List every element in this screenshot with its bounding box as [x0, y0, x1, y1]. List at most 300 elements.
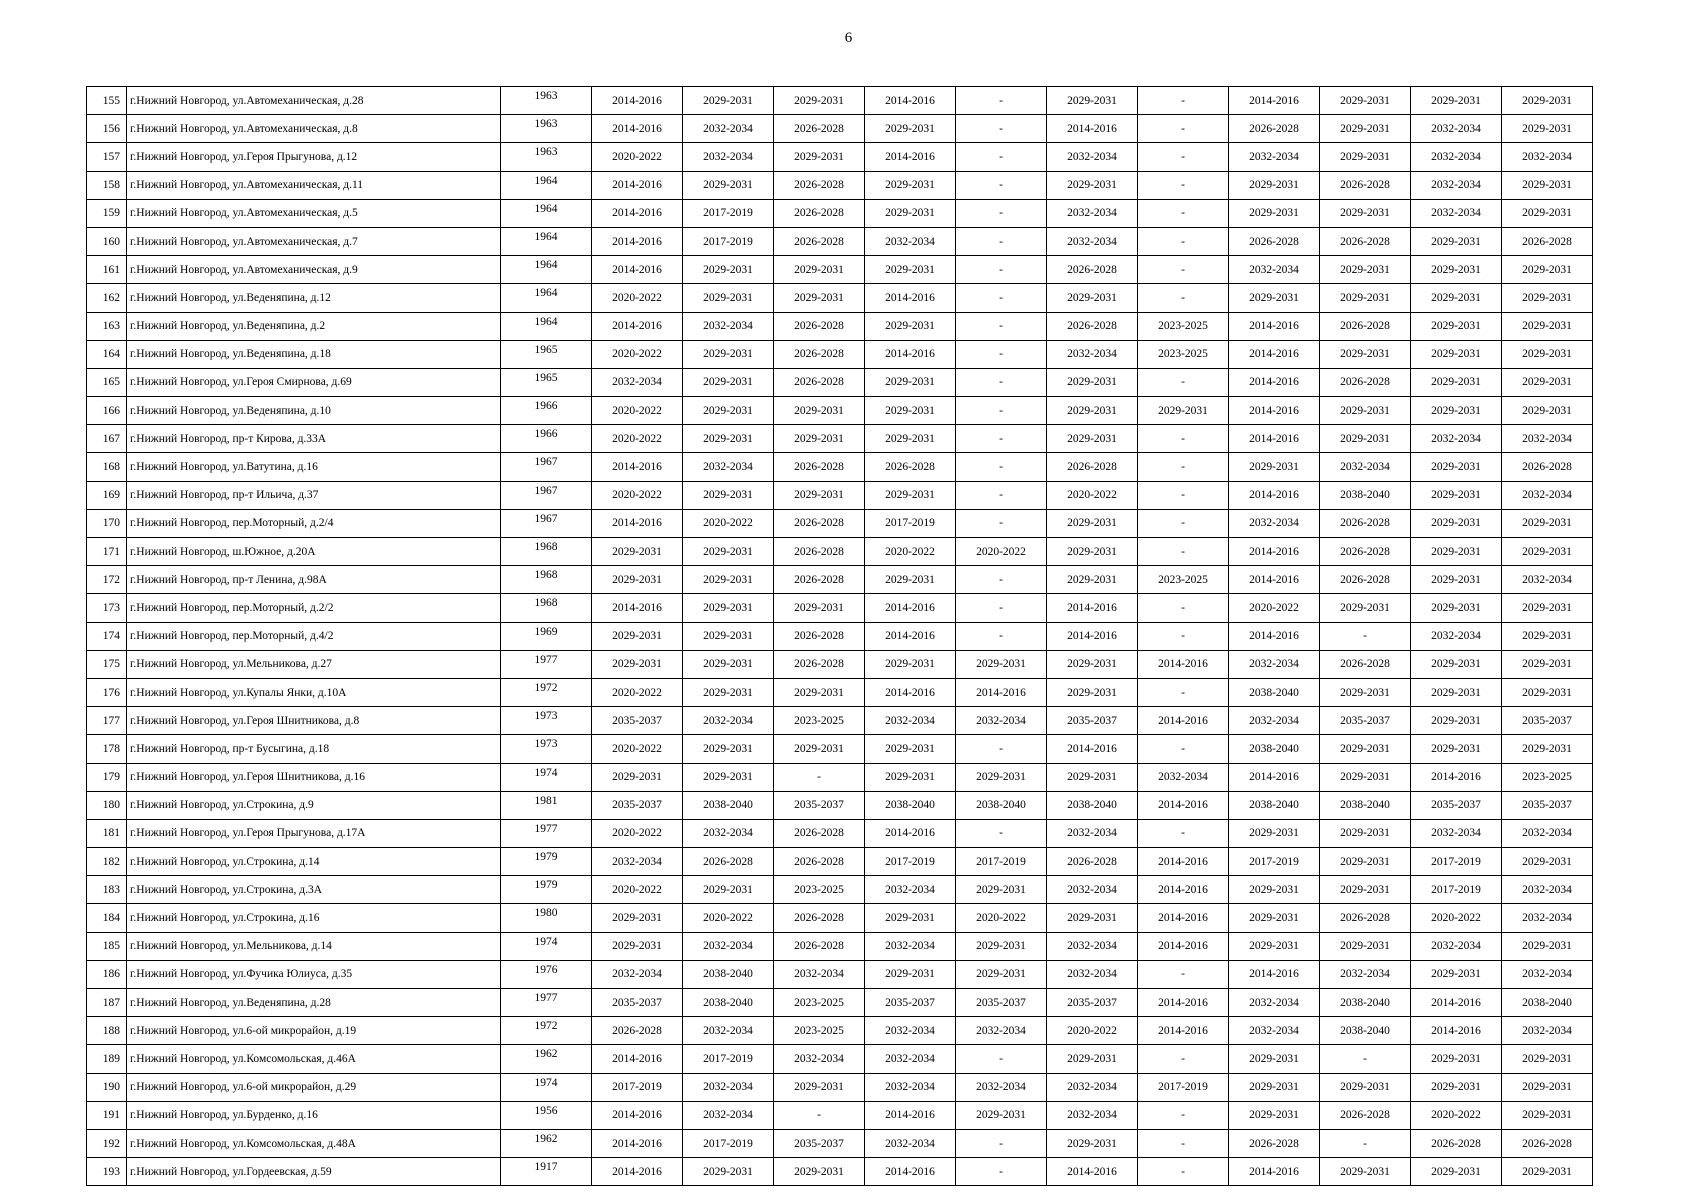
- period-cell: 2029-2031: [1411, 368, 1502, 396]
- address-cell: г.Нижний Новгород, ул.Автомеханическая, д.8: [127, 115, 501, 143]
- year-cell: 1967: [501, 481, 592, 509]
- table-row: [87, 735, 1593, 763]
- row-number-cell: 166: [87, 397, 127, 425]
- period-cell: 2029-2031: [774, 143, 865, 171]
- period-cell: 2029-2031: [1229, 1045, 1320, 1073]
- period-cell: -: [1138, 819, 1229, 847]
- period-cell: 2029-2031: [1320, 87, 1411, 115]
- year-cell: 1963: [501, 115, 592, 143]
- period-cell: 2029-2031: [1320, 256, 1411, 284]
- period-cell: 2017-2019: [592, 1073, 683, 1101]
- period-cell: 2026-2028: [774, 650, 865, 678]
- period-cell: 2029-2031: [592, 622, 683, 650]
- period-cell: 2026-2028: [1320, 509, 1411, 537]
- row-number-cell: 175: [87, 650, 127, 678]
- table-row: [87, 650, 1593, 678]
- row-number-cell: 164: [87, 340, 127, 368]
- period-cell: 2032-2034: [1047, 199, 1138, 227]
- table-row: [87, 763, 1593, 791]
- row-number-cell: 188: [87, 1017, 127, 1045]
- period-cell: 2029-2031: [774, 425, 865, 453]
- period-cell: 2029-2031: [1411, 227, 1502, 255]
- period-cell: 2029-2031: [865, 312, 956, 340]
- period-cell: 2026-2028: [774, 199, 865, 227]
- period-cell: 2029-2031: [956, 960, 1047, 988]
- period-cell: -: [1138, 622, 1229, 650]
- period-cell: 2014-2016: [1138, 932, 1229, 960]
- period-cell: 2032-2034: [774, 1045, 865, 1073]
- period-cell: 2029-2031: [1047, 566, 1138, 594]
- period-cell: 2026-2028: [683, 848, 774, 876]
- period-cell: 2014-2016: [1229, 481, 1320, 509]
- period-cell: 2029-2031: [1502, 284, 1593, 312]
- address-cell: г.Нижний Новгород, ул.Веденяпина, д.2: [127, 312, 501, 340]
- period-cell: 2035-2037: [774, 791, 865, 819]
- period-cell: 2026-2028: [774, 538, 865, 566]
- period-cell: 2020-2022: [592, 425, 683, 453]
- schedule-table: [86, 86, 1593, 1186]
- period-cell: -: [956, 622, 1047, 650]
- period-cell: 2032-2034: [683, 707, 774, 735]
- period-cell: 2032-2034: [865, 932, 956, 960]
- period-cell: 2032-2034: [956, 1073, 1047, 1101]
- year-cell: 1963: [501, 87, 592, 115]
- period-cell: 2014-2016: [865, 1158, 956, 1186]
- table-row: [87, 397, 1593, 425]
- period-cell: 2029-2031: [1502, 312, 1593, 340]
- period-cell: 2017-2019: [683, 1045, 774, 1073]
- table-row: [87, 425, 1593, 453]
- period-cell: 2014-2016: [1047, 622, 1138, 650]
- period-cell: 2023-2025: [774, 876, 865, 904]
- row-number-cell: 172: [87, 566, 127, 594]
- period-cell: 2017-2019: [865, 848, 956, 876]
- period-cell: 2029-2031: [1411, 678, 1502, 706]
- period-cell: 2026-2028: [1502, 227, 1593, 255]
- period-cell: 2035-2037: [1047, 989, 1138, 1017]
- period-cell: 2029-2031: [1411, 1073, 1502, 1101]
- period-cell: -: [956, 509, 1047, 537]
- row-number-cell: 161: [87, 256, 127, 284]
- period-cell: -: [956, 425, 1047, 453]
- period-cell: 2029-2031: [1411, 87, 1502, 115]
- period-cell: -: [956, 171, 1047, 199]
- period-cell: -: [956, 143, 1047, 171]
- period-cell: 2026-2028: [865, 453, 956, 481]
- period-cell: 2014-2016: [1229, 1158, 1320, 1186]
- period-cell: 2029-2031: [1138, 397, 1229, 425]
- table-row: [87, 678, 1593, 706]
- table-row: [87, 509, 1593, 537]
- period-cell: 2029-2031: [774, 256, 865, 284]
- period-cell: -: [1138, 538, 1229, 566]
- period-cell: 2029-2031: [1320, 594, 1411, 622]
- period-cell: 2029-2031: [1320, 819, 1411, 847]
- period-cell: -: [956, 397, 1047, 425]
- period-cell: 2029-2031: [1320, 143, 1411, 171]
- period-cell: -: [1138, 481, 1229, 509]
- table-row: [87, 848, 1593, 876]
- year-cell: 1964: [501, 312, 592, 340]
- period-cell: 2029-2031: [1047, 368, 1138, 396]
- period-cell: 2029-2031: [865, 425, 956, 453]
- period-cell: 2026-2028: [1320, 227, 1411, 255]
- period-cell: 2038-2040: [1320, 481, 1411, 509]
- period-cell: 2014-2016: [956, 678, 1047, 706]
- period-cell: -: [1138, 735, 1229, 763]
- period-cell: 2014-2016: [592, 1045, 683, 1073]
- period-cell: 2029-2031: [1411, 340, 1502, 368]
- period-cell: 2014-2016: [592, 227, 683, 255]
- period-cell: 2029-2031: [1411, 284, 1502, 312]
- period-cell: 2029-2031: [865, 256, 956, 284]
- period-cell: 2035-2037: [865, 989, 956, 1017]
- table-row: [87, 904, 1593, 932]
- period-cell: -: [956, 453, 1047, 481]
- period-cell: 2029-2031: [774, 594, 865, 622]
- period-cell: 2029-2031: [1411, 538, 1502, 566]
- period-cell: 2023-2025: [774, 989, 865, 1017]
- period-cell: 2032-2034: [865, 876, 956, 904]
- period-cell: 2032-2034: [1047, 143, 1138, 171]
- row-number-cell: 165: [87, 368, 127, 396]
- row-number-cell: 159: [87, 199, 127, 227]
- period-cell: 2029-2031: [1502, 1101, 1593, 1129]
- year-cell: 1956: [501, 1101, 592, 1129]
- period-cell: 2029-2031: [774, 678, 865, 706]
- period-cell: 2029-2031: [683, 425, 774, 453]
- period-cell: 2017-2019: [1229, 848, 1320, 876]
- period-cell: 2029-2031: [1047, 1045, 1138, 1073]
- period-cell: 2032-2034: [1047, 819, 1138, 847]
- period-cell: 2020-2022: [1047, 481, 1138, 509]
- period-cell: 2029-2031: [865, 960, 956, 988]
- period-cell: 2020-2022: [592, 143, 683, 171]
- period-cell: 2029-2031: [1320, 735, 1411, 763]
- period-cell: 2029-2031: [1047, 538, 1138, 566]
- year-cell: 1964: [501, 256, 592, 284]
- year-cell: 1968: [501, 594, 592, 622]
- period-cell: 2026-2028: [774, 622, 865, 650]
- period-cell: 2029-2031: [865, 650, 956, 678]
- period-cell: 2029-2031: [1229, 453, 1320, 481]
- row-number-cell: 191: [87, 1101, 127, 1129]
- period-cell: 2032-2034: [1229, 650, 1320, 678]
- year-cell: 1977: [501, 819, 592, 847]
- period-cell: 2032-2034: [683, 1101, 774, 1129]
- period-cell: 2029-2031: [1502, 509, 1593, 537]
- period-cell: 2029-2031: [1229, 284, 1320, 312]
- table-row: [87, 481, 1593, 509]
- period-cell: 2029-2031: [1047, 1129, 1138, 1157]
- row-number-cell: 160: [87, 227, 127, 255]
- period-cell: -: [956, 1129, 1047, 1157]
- period-cell: 2032-2034: [683, 312, 774, 340]
- period-cell: 2026-2028: [1320, 650, 1411, 678]
- period-cell: 2023-2025: [1138, 312, 1229, 340]
- period-cell: 2029-2031: [1320, 397, 1411, 425]
- table-body: [87, 87, 1593, 1186]
- year-cell: 1968: [501, 566, 592, 594]
- period-cell: 2014-2016: [1229, 538, 1320, 566]
- period-cell: 2032-2034: [1502, 819, 1593, 847]
- year-cell: 1974: [501, 932, 592, 960]
- period-cell: 2014-2016: [865, 284, 956, 312]
- address-cell: г.Нижний Новгород, ш.Южное, д.20А: [127, 538, 501, 566]
- period-cell: 2032-2034: [592, 960, 683, 988]
- period-cell: 2029-2031: [1320, 876, 1411, 904]
- table-row: [87, 199, 1593, 227]
- address-cell: г.Нижний Новгород, ул.Ватутина, д.16: [127, 453, 501, 481]
- table-row: [87, 256, 1593, 284]
- period-cell: 2032-2034: [1411, 819, 1502, 847]
- table-row: [87, 876, 1593, 904]
- period-cell: 2038-2040: [1047, 791, 1138, 819]
- period-cell: 2038-2040: [956, 791, 1047, 819]
- period-cell: 2035-2037: [592, 791, 683, 819]
- row-number-cell: 180: [87, 791, 127, 819]
- period-cell: 2032-2034: [1320, 453, 1411, 481]
- year-cell: 1967: [501, 509, 592, 537]
- period-cell: 2032-2034: [1411, 932, 1502, 960]
- period-cell: 2029-2031: [1411, 650, 1502, 678]
- year-cell: 1974: [501, 763, 592, 791]
- row-number-cell: 176: [87, 678, 127, 706]
- period-cell: 2032-2034: [1047, 932, 1138, 960]
- year-cell: 1964: [501, 199, 592, 227]
- row-number-cell: 163: [87, 312, 127, 340]
- period-cell: 2032-2034: [1411, 143, 1502, 171]
- period-cell: 2029-2031: [1229, 1101, 1320, 1129]
- period-cell: 2020-2022: [592, 340, 683, 368]
- period-cell: 2029-2031: [865, 115, 956, 143]
- period-cell: 2014-2016: [1229, 566, 1320, 594]
- period-cell: 2029-2031: [1047, 171, 1138, 199]
- row-number-cell: 178: [87, 735, 127, 763]
- period-cell: 2014-2016: [1138, 904, 1229, 932]
- row-number-cell: 168: [87, 453, 127, 481]
- period-cell: 2029-2031: [1320, 678, 1411, 706]
- period-cell: 2026-2028: [774, 932, 865, 960]
- year-cell: 1962: [501, 1129, 592, 1157]
- period-cell: 2032-2034: [956, 1017, 1047, 1045]
- period-cell: 2014-2016: [592, 1158, 683, 1186]
- period-cell: 2038-2040: [683, 989, 774, 1017]
- period-cell: 2017-2019: [683, 199, 774, 227]
- period-cell: 2014-2016: [1411, 1017, 1502, 1045]
- period-cell: 2029-2031: [1047, 650, 1138, 678]
- period-cell: -: [956, 1158, 1047, 1186]
- period-cell: 2020-2022: [592, 481, 683, 509]
- table-row: [87, 453, 1593, 481]
- period-cell: 2038-2040: [1502, 989, 1593, 1017]
- period-cell: 2032-2034: [1502, 481, 1593, 509]
- address-cell: г.Нижний Новгород, ул.Строкина, д.14: [127, 848, 501, 876]
- row-number-cell: 170: [87, 509, 127, 537]
- period-cell: 2014-2016: [1047, 594, 1138, 622]
- period-cell: 2026-2028: [774, 171, 865, 199]
- table-row: [87, 819, 1593, 847]
- period-cell: 2020-2022: [683, 904, 774, 932]
- period-cell: 2029-2031: [683, 538, 774, 566]
- period-cell: 2029-2031: [1411, 312, 1502, 340]
- period-cell: -: [956, 87, 1047, 115]
- period-cell: 2026-2028: [774, 115, 865, 143]
- period-cell: 2029-2031: [1047, 678, 1138, 706]
- period-cell: 2032-2034: [865, 1017, 956, 1045]
- period-cell: 2029-2031: [865, 904, 956, 932]
- year-cell: 1969: [501, 622, 592, 650]
- period-cell: 2029-2031: [683, 481, 774, 509]
- period-cell: 2029-2031: [592, 566, 683, 594]
- period-cell: 2029-2031: [774, 481, 865, 509]
- address-cell: г.Нижний Новгород, ул.Комсомольская, д.46А: [127, 1045, 501, 1073]
- period-cell: 2029-2031: [1502, 87, 1593, 115]
- period-cell: 2032-2034: [865, 1129, 956, 1157]
- period-cell: 2032-2034: [1047, 960, 1138, 988]
- period-cell: -: [956, 256, 1047, 284]
- address-cell: г.Нижний Новгород, ул.Героя Прыгунова, д.17А: [127, 819, 501, 847]
- address-cell: г.Нижний Новгород, пр-т Ильича, д.37: [127, 481, 501, 509]
- year-cell: 1968: [501, 538, 592, 566]
- period-cell: 2029-2031: [1502, 340, 1593, 368]
- period-cell: 2014-2016: [1138, 650, 1229, 678]
- period-cell: 2014-2016: [1047, 115, 1138, 143]
- address-cell: г.Нижний Новгород, ул.Веденяпина, д.28: [127, 989, 501, 1017]
- period-cell: 2014-2016: [865, 594, 956, 622]
- period-cell: 2029-2031: [683, 87, 774, 115]
- period-cell: 2014-2016: [1411, 763, 1502, 791]
- table-row: [87, 1129, 1593, 1157]
- period-cell: 2014-2016: [1138, 1017, 1229, 1045]
- period-cell: 2014-2016: [1229, 960, 1320, 988]
- period-cell: 2032-2034: [865, 227, 956, 255]
- period-cell: 2020-2022: [956, 904, 1047, 932]
- row-number-cell: 179: [87, 763, 127, 791]
- row-number-cell: 162: [87, 284, 127, 312]
- period-cell: -: [956, 340, 1047, 368]
- period-cell: 2026-2028: [1320, 368, 1411, 396]
- period-cell: 2020-2022: [592, 284, 683, 312]
- period-cell: 2023-2025: [1138, 340, 1229, 368]
- address-cell: г.Нижний Новгород, ул.Автомеханическая, д.5: [127, 199, 501, 227]
- period-cell: 2029-2031: [683, 566, 774, 594]
- address-cell: г.Нижний Новгород, пр-т Кирова, д.33А: [127, 425, 501, 453]
- period-cell: 2026-2028: [1320, 538, 1411, 566]
- period-cell: 2029-2031: [1229, 876, 1320, 904]
- period-cell: 2029-2031: [683, 368, 774, 396]
- period-cell: -: [1138, 256, 1229, 284]
- row-number-cell: 184: [87, 904, 127, 932]
- period-cell: 2014-2016: [592, 1129, 683, 1157]
- period-cell: 2014-2016: [1047, 1158, 1138, 1186]
- period-cell: 2026-2028: [1229, 1129, 1320, 1157]
- period-cell: 2014-2016: [865, 622, 956, 650]
- period-cell: 2032-2034: [683, 453, 774, 481]
- period-cell: -: [1138, 1129, 1229, 1157]
- period-cell: 2029-2031: [1411, 453, 1502, 481]
- address-cell: г.Нижний Новгород, ул.Мельникова, д.14: [127, 932, 501, 960]
- period-cell: 2029-2031: [683, 594, 774, 622]
- period-cell: 2026-2028: [1320, 566, 1411, 594]
- period-cell: 2020-2022: [683, 509, 774, 537]
- period-cell: 2032-2034: [1229, 256, 1320, 284]
- period-cell: -: [1138, 227, 1229, 255]
- address-cell: г.Нижний Новгород, ул.Строкина, д.3А: [127, 876, 501, 904]
- period-cell: 2029-2031: [1502, 848, 1593, 876]
- table-row: [87, 791, 1593, 819]
- period-cell: -: [956, 566, 1047, 594]
- period-cell: 2026-2028: [774, 227, 865, 255]
- period-cell: 2032-2034: [683, 143, 774, 171]
- period-cell: 2029-2031: [1320, 763, 1411, 791]
- period-cell: 2029-2031: [1320, 1073, 1411, 1101]
- table-row: [87, 171, 1593, 199]
- period-cell: 2029-2031: [1502, 735, 1593, 763]
- period-cell: 2038-2040: [865, 791, 956, 819]
- period-cell: 2032-2034: [683, 1017, 774, 1045]
- address-cell: г.Нижний Новгород, ул.Купалы Янки, д.10А: [127, 678, 501, 706]
- period-cell: 2020-2022: [592, 735, 683, 763]
- period-cell: 2035-2037: [774, 1129, 865, 1157]
- period-cell: 2014-2016: [592, 199, 683, 227]
- period-cell: 2029-2031: [865, 763, 956, 791]
- year-cell: 1972: [501, 1017, 592, 1045]
- row-number-cell: 192: [87, 1129, 127, 1157]
- period-cell: 2020-2022: [1047, 1017, 1138, 1045]
- period-cell: 2026-2028: [1229, 115, 1320, 143]
- row-number-cell: 174: [87, 622, 127, 650]
- period-cell: 2029-2031: [683, 735, 774, 763]
- table-row: [87, 989, 1593, 1017]
- period-cell: 2014-2016: [865, 819, 956, 847]
- table-row: [87, 538, 1593, 566]
- period-cell: 2032-2034: [1411, 425, 1502, 453]
- period-cell: -: [1320, 1129, 1411, 1157]
- period-cell: 2014-2016: [1138, 791, 1229, 819]
- period-cell: 2029-2031: [1411, 397, 1502, 425]
- period-cell: 2029-2031: [1411, 707, 1502, 735]
- period-cell: 2038-2040: [1229, 678, 1320, 706]
- year-cell: 1965: [501, 368, 592, 396]
- period-cell: 2032-2034: [1229, 143, 1320, 171]
- period-cell: 2032-2034: [1047, 340, 1138, 368]
- period-cell: 2035-2037: [1320, 707, 1411, 735]
- row-number-cell: 185: [87, 932, 127, 960]
- period-cell: -: [1138, 960, 1229, 988]
- period-cell: 2035-2037: [956, 989, 1047, 1017]
- row-number-cell: 189: [87, 1045, 127, 1073]
- period-cell: 2029-2031: [774, 735, 865, 763]
- period-cell: 2029-2031: [1411, 1158, 1502, 1186]
- period-cell: 2029-2031: [1502, 594, 1593, 622]
- period-cell: 2032-2034: [1229, 707, 1320, 735]
- table-row: [87, 932, 1593, 960]
- period-cell: 2032-2034: [1047, 227, 1138, 255]
- period-cell: 2029-2031: [683, 397, 774, 425]
- period-cell: 2014-2016: [1229, 312, 1320, 340]
- period-cell: 2032-2034: [1411, 199, 1502, 227]
- period-cell: 2032-2034: [956, 707, 1047, 735]
- row-number-cell: 183: [87, 876, 127, 904]
- address-cell: г.Нижний Новгород, ул.Автомеханическая, д.28: [127, 87, 501, 115]
- period-cell: 2032-2034: [1047, 1101, 1138, 1129]
- period-cell: 2029-2031: [1502, 678, 1593, 706]
- period-cell: 2026-2028: [774, 819, 865, 847]
- period-cell: 2017-2019: [1411, 876, 1502, 904]
- period-cell: 2014-2016: [592, 594, 683, 622]
- address-cell: г.Нижний Новгород, ул.Веденяпина, д.12: [127, 284, 501, 312]
